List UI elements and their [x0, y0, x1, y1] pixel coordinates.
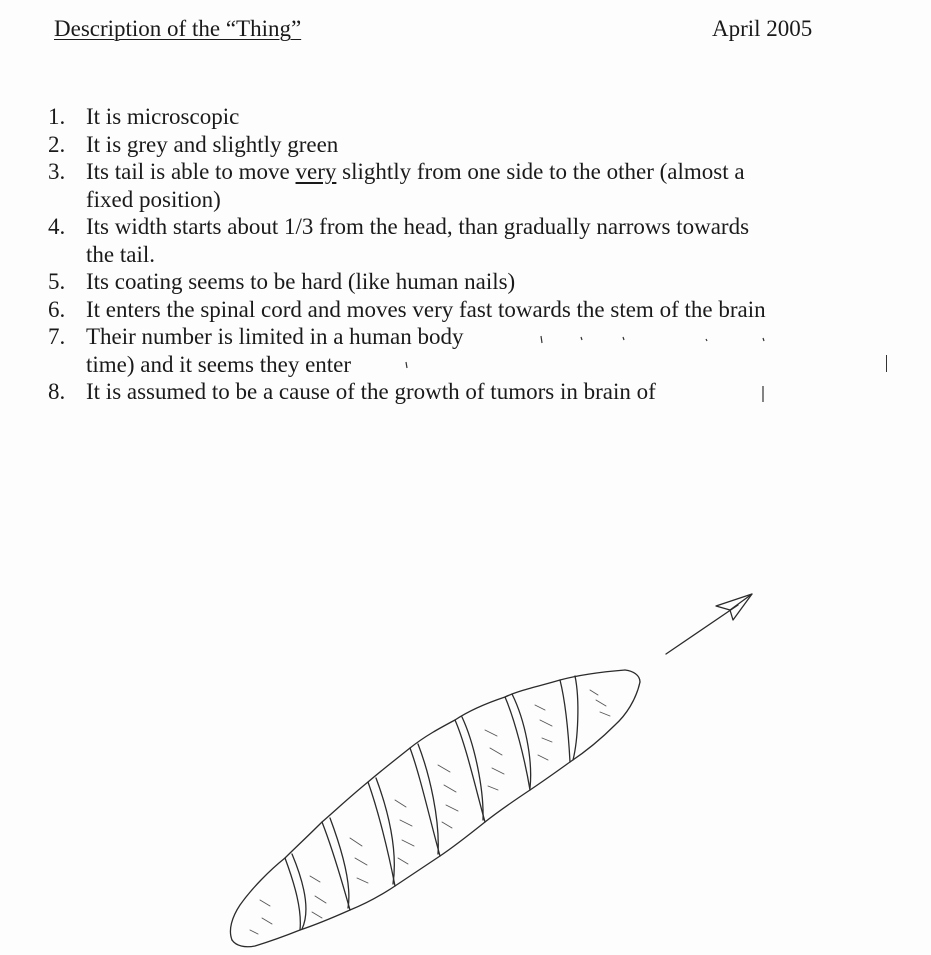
direction-arrow-icon [666, 594, 752, 654]
list-item [48, 158, 918, 213]
body-outline-icon [230, 670, 640, 947]
list-item [48, 103, 918, 131]
item-line: the tail. [86, 241, 155, 267]
item-text [86, 323, 918, 378]
item-number: 2. [48, 131, 66, 157]
item-line: fixed position) [86, 186, 221, 212]
item-line: It is microscopic [86, 104, 240, 129]
item-number: 5. [48, 269, 66, 294]
item-text [86, 158, 918, 213]
list-item [48, 296, 918, 324]
item-line: Their number is limited in a human body [86, 324, 464, 349]
list-item [48, 213, 918, 268]
item-number: 3. [48, 159, 66, 184]
list-item [48, 378, 918, 406]
item-text [86, 103, 918, 131]
item-line: It is grey and slightly green [86, 131, 339, 157]
underlined-word: very [295, 159, 337, 184]
item-text [86, 268, 918, 296]
body-hatching-icon [250, 690, 610, 934]
item-number: 8. [48, 379, 66, 404]
document-date: April 2005 [712, 16, 813, 41]
item-text-segment: slightly from one side to the other (almost a [336, 159, 745, 184]
item-number: 7. [48, 324, 66, 349]
document-title: Description of the “Thing” [54, 16, 302, 41]
description-list [48, 103, 918, 406]
item-line: It enters the spinal cord and moves very fast towards the stem of the brain [86, 296, 766, 322]
item-line [86, 158, 918, 186]
list-item [48, 323, 918, 378]
item-number: 4. [48, 214, 66, 239]
item-text [86, 131, 918, 159]
item-line: Its coating seems to be hard (like human nails) [86, 269, 516, 294]
item-text [86, 213, 918, 268]
body-segments-icon [285, 676, 578, 930]
item-line: time) and it seems they enter [86, 351, 352, 377]
list-item [48, 131, 918, 159]
list-item [48, 268, 918, 296]
item-line: Its width starts about 1/3 from the head, than gradually narrows towards [86, 214, 750, 239]
item-number: 6. [48, 296, 66, 322]
item-text [86, 378, 918, 406]
item-number: 1. [48, 104, 66, 129]
item-line: It is assumed to be a cause of the growth of tumors in brain of [86, 379, 656, 404]
stray-mark [886, 355, 887, 372]
item-text [86, 296, 918, 324]
item-text-segment: Its tail is able to move [86, 159, 296, 184]
